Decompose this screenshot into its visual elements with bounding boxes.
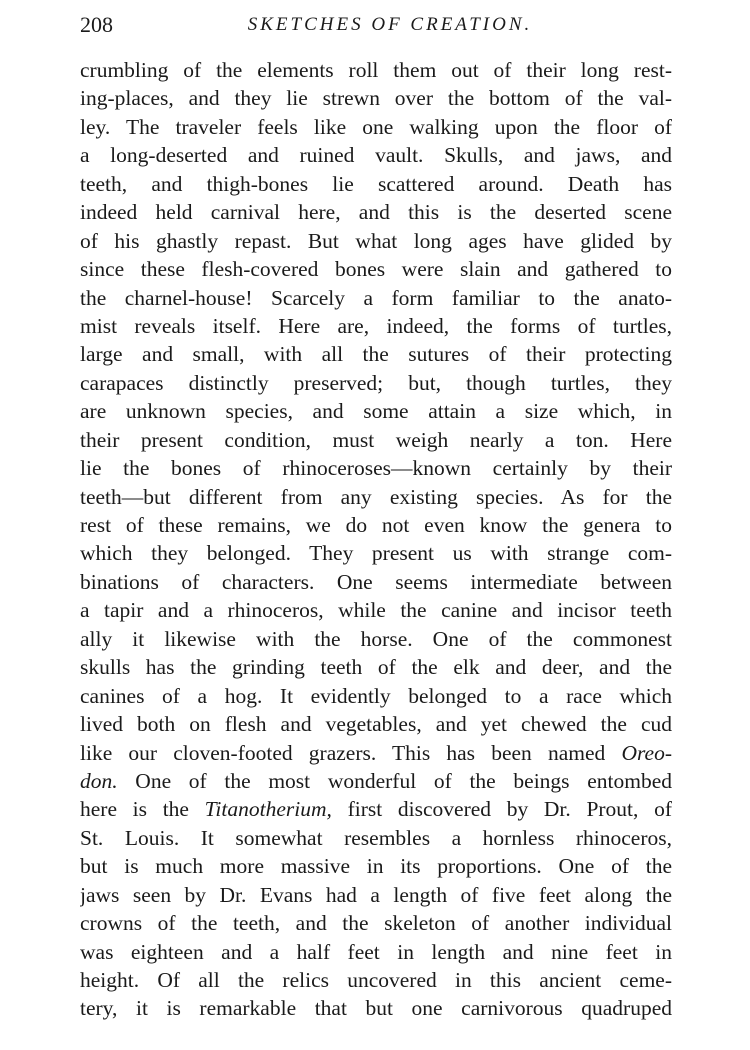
text-line <box>80 340 672 368</box>
text-segment: teeth—but different from any existing species. As for the <box>80 484 672 509</box>
text-line <box>80 938 672 966</box>
text-line <box>80 56 672 84</box>
text-line <box>80 909 672 937</box>
text-line <box>80 994 672 1022</box>
text-segment: height. Of all the relics uncovered in this ancient ceme- <box>80 968 672 992</box>
text-segment: binations of characters. One seems intermediate between <box>80 569 672 594</box>
body-text <box>80 56 672 1023</box>
text-line <box>80 710 672 738</box>
text-segment: jaws seen by Dr. Evans had a length of five feet along the <box>80 882 672 907</box>
italic-text: don. <box>80 768 118 793</box>
text-segment: since these flesh-covered bones were slain and gathered to <box>80 257 672 282</box>
text-segment: was eighteen and a half feet in length and nine feet in <box>80 939 672 964</box>
text-line <box>80 227 672 255</box>
text-segment: St. Louis. It somewhat resembles a hornless rhinoceros, <box>80 825 672 850</box>
text-segment: crumbling of the elements roll them out of their long rest- <box>80 58 672 82</box>
text-line <box>80 198 672 226</box>
text-segment: a long-deserted and ruined vault. Skulls, and jaws, and <box>80 143 672 168</box>
text-line <box>80 170 672 198</box>
text-segment: indeed held carnival here, and this is the deserted scene <box>80 200 672 225</box>
text-line <box>80 852 672 880</box>
text-line <box>80 312 672 340</box>
text-line <box>80 84 672 112</box>
text-line <box>80 511 672 539</box>
text-segment: their present condition, must weigh nearly a ton. Here <box>80 427 672 452</box>
text-segment: One of the most wonderful of the beings entombed <box>117 768 672 793</box>
text-segment: mist reveals itself. Here are, indeed, the forms of turtles, <box>80 313 672 338</box>
text-line <box>80 483 672 511</box>
text-segment: teeth, and thigh-bones lie scattered around. Death has <box>80 171 672 196</box>
running-title: SKETCHES OF CREATION. <box>247 14 533 35</box>
text-segment: but is much more massive in its proportions. One of the <box>80 854 672 879</box>
text-segment: here is the <box>80 797 205 822</box>
text-segment: which they belonged. They present us with strange com- <box>80 541 672 566</box>
text-segment: large and small, with all the sutures of their protecting <box>80 342 672 367</box>
text-segment: tery, it is remarkable that but one carnivorous quadruped <box>80 996 672 1021</box>
text-segment: a tapir and a rhinoceros, while the canine and incisor teeth <box>80 598 672 623</box>
text-segment: lie the bones of rhinoceroses—known certainly by their <box>80 456 672 481</box>
text-line <box>80 596 672 624</box>
text-line <box>80 426 672 454</box>
text-line <box>80 653 672 681</box>
text-line <box>80 454 672 482</box>
text-line <box>80 284 672 312</box>
text-line <box>80 739 672 767</box>
text-line <box>80 568 672 596</box>
text-segment: are unknown species, and some attain a size which, in <box>80 399 672 424</box>
page-header <box>80 10 670 40</box>
text-segment: ally it likewise with the horse. One of the commonest <box>80 626 672 651</box>
text-segment: rest of these remains, we do not even know the genera to <box>80 513 672 537</box>
italic-text: Oreo- <box>621 740 672 765</box>
text-line <box>80 625 672 653</box>
text-line <box>80 682 672 710</box>
text-line <box>80 255 672 283</box>
text-segment: ing-places, and they lie strewn over the bottom of the val- <box>80 86 672 111</box>
text-segment: ley. The traveler feels like one walking upon the floor of <box>80 114 672 139</box>
italic-text: Titanotherium, <box>204 797 332 822</box>
text-segment: like our cloven-footed grazers. This has been named <box>80 740 622 765</box>
text-line <box>80 881 672 909</box>
text-segment: of his ghastly repast. But what long ages have glided by <box>80 228 672 253</box>
text-segment: lived both on flesh and vegetables, and yet chewed the cud <box>80 712 672 737</box>
text-segment: first discovered by Dr. Prout, of <box>331 797 672 822</box>
text-line <box>80 539 672 567</box>
text-line <box>80 795 672 823</box>
text-segment: carapaces distinctly preserved; but, though turtles, they <box>80 370 672 395</box>
text-segment: crowns of the teeth, and the skeleton of another individual <box>80 911 672 936</box>
page-number: 208 <box>80 12 113 37</box>
text-line <box>80 369 672 397</box>
text-line <box>80 397 672 425</box>
text-segment: canines of a hog. It evidently belonged to a race which <box>80 683 672 708</box>
text-line <box>80 141 672 169</box>
text-line <box>80 767 672 795</box>
text-line <box>80 966 672 994</box>
text-line <box>80 824 672 852</box>
text-segment: skulls has the grinding teeth of the elk and deer, and the <box>80 655 672 680</box>
text-line <box>80 113 672 141</box>
text-segment: the charnel-house! Scarcely a form familiar to the anato- <box>80 285 672 310</box>
